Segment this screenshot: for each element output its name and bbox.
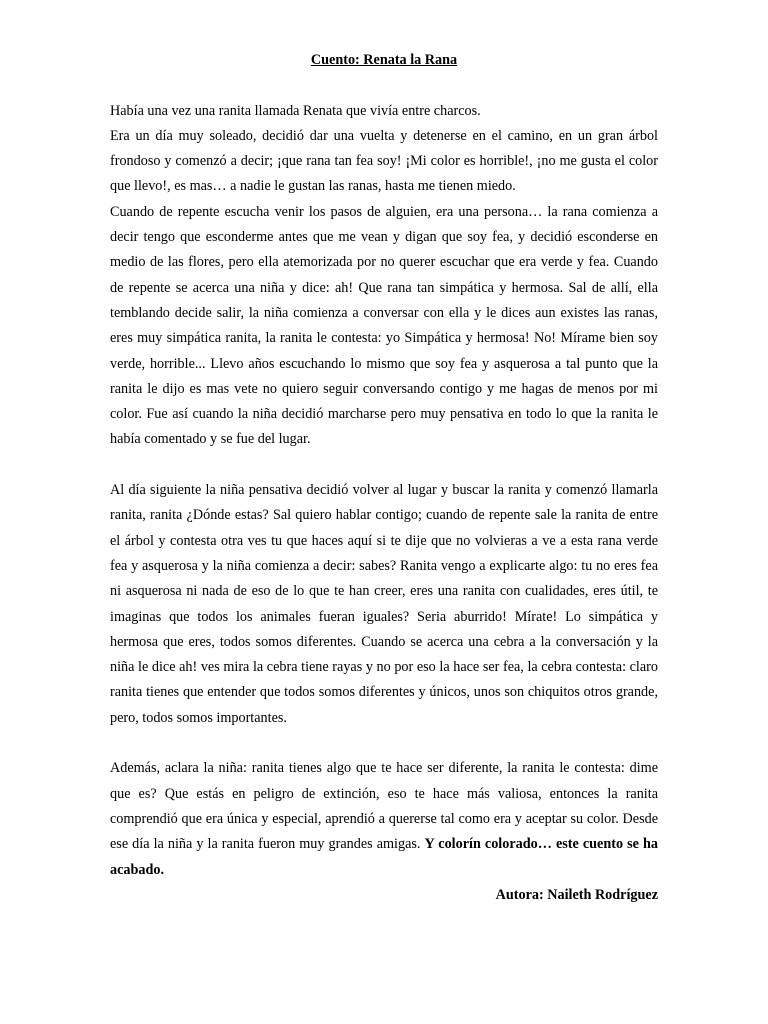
paragraph-3: Cuando de repente escucha venir los pasos de alguien, era una persona… la rana comienza a decir tengo que esconderme antes que me vean y digan que soy fea, y decidió esconderse en medio de las flores, pero ella atemorizada por no querer escuchar que era verde y fea. Cuando de repente se acerca una niña y dice: ah! Que rana tan simpática y hermosa. Sal de allí, ella temblando decide salir, la niña comienza a conversar con ella y le dices aun existes las ranas, eres muy simpática ranita, la ranita le contesta: yo Simpática y hermosa! No! Mírame bien soy verde, horrible... Llevo años escuchando lo mismo que soy fea y asquerosa a tal punto que la ranita le dijo es mas vete no quiero seguir conversando contigo y me hagas de menos por mi color. Fue así cuando la niña decidió marcharse pero muy pensativa en todo lo que la ranita le había comentado y se fue del lugar.	[110, 203, 658, 448]
author-credit: Autora: Naileth Rodríguez	[495, 886, 658, 903]
closing-phrase: Y colorín colorado… este cuento se ha acabado.	[110, 836, 658, 878]
paragraph-5	[110, 756, 658, 882]
paragraph-2: Era un día muy soleado, decidió dar una vuelta y detenerse en el camino, en un gran árbol frondoso y comenzó a decir; ¡que rana tan fea soy! ¡Mi color es horrible!, ¡no me gusta el color que llevo!, es mas… a nadie le gustan las ranas, hasta me tienen miedo.	[110, 127, 658, 195]
paragraph-spacer	[110, 453, 658, 478]
paragraph-spacer	[110, 731, 658, 756]
story-title: Cuento: Renata la Rana	[310, 52, 458, 68]
document-page	[110, 48, 658, 908]
paragraph-4: Al día siguiente la niña pensativa decidió volver al lugar y buscar la ranita y comenzó llamarla ranita, ranita ¿Dónde estas? Sal quiero hablar contigo; cuando de repente sale la ranita de entre el árbol y contesta otra ves tu que haces aquí si te dije que no volvieras a ve a esta rana verde fea y asquerosa y la niña comienza a decir: sabes? Ranita vengo a explicarte algo: tu no eres fea ni asquerosa ni nada de eso de lo que te han creer, eres una ranita con cualidades, eres útil, te imaginas que todos los animales fueran iguales? Seria aburrido! Mírate! Lo simpática y hermosa que eres, todos somos diferentes. Cuando se acerca una cebra a la conversación y la niña le dice ah! ves mira la cebra tiene rayas y no por eso la hace ser fea, la cebra contesta: claro ranita tienes que entender que todos somos diferentes y únicos, unos son chiquitos otros grande, pero, todos somos importantes.	[110, 482, 658, 726]
paragraph-5-text: Además, aclara la niña: ranita tienes algo que te hace ser diferente, la ranita le contesta: dime que es? Que estás en peligro de extinción, eso te hace más valiosa, entonces la ranita comprendió que era única y especial, aprendió a quererse tal como era y aceptar su color. Desde ese día la niña y la ranita fueron muy grandes amigas.	[110, 760, 658, 853]
paragraph-1: Había una vez una ranita llamada Renata que vivía entre charcos.	[110, 102, 481, 119]
